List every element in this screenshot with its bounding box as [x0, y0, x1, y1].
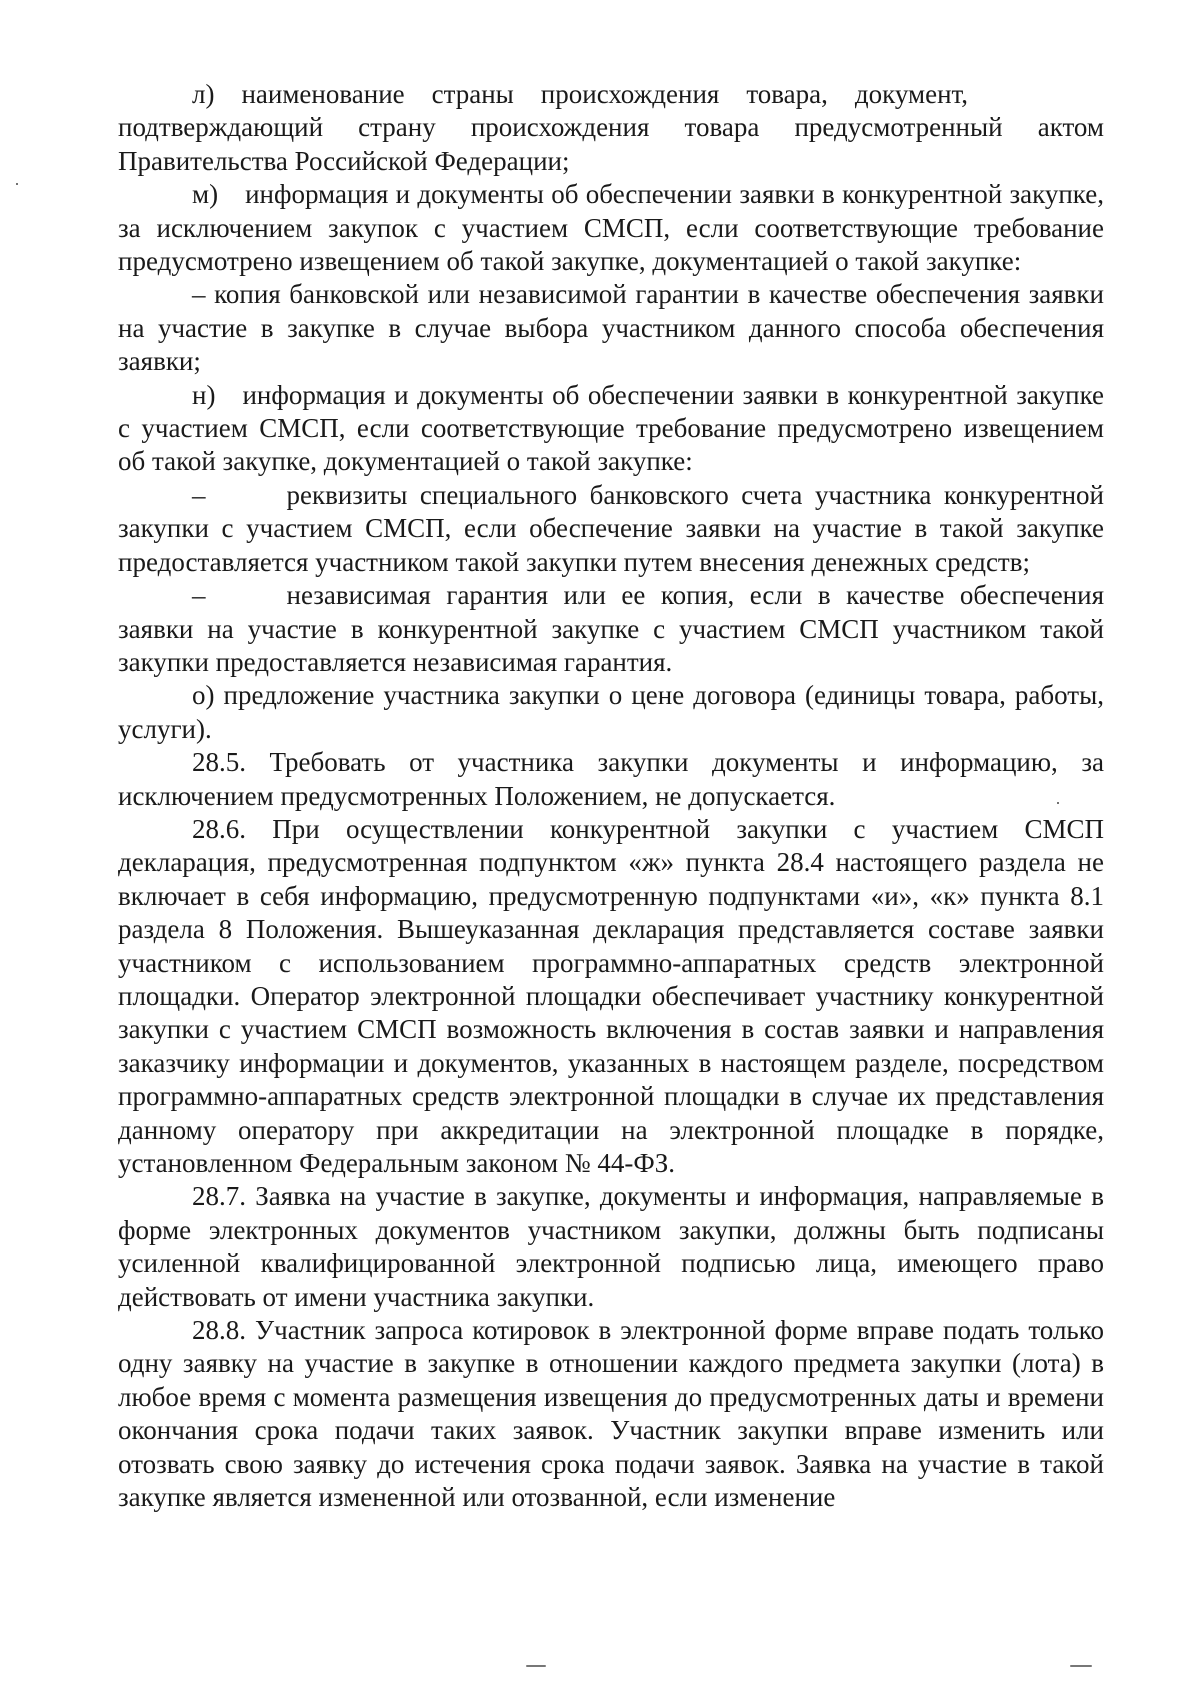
paragraph-n-dash-2: – независимая гарантия или ее копия, если в качестве обеспечения заявки на участие в конкурентной закупке с участием СМСП участником такой закупки предоставляется независимая гарантия.	[118, 580, 1104, 677]
paragraph-m: м) информация и документы об обеспечении заявки в конкурентной закупке, за исключением закупок с участием СМСП, если соответствующие требование предусмотрено извещением об такой закупке, документацией о такой закупке:	[118, 179, 1104, 277]
paragraph-n: н) информация и документы об обеспечении заявки в конкурентной закупке с участием СМСП, если соответствующие требование предусмотрено извещением об такой закупке, документацией о такой закупке:	[118, 379, 1104, 477]
paragraph-l: л) наименование страны происхождения товара, документ, подтверждающий страну происхождения товара предусмотренный актом Правительства Российской Федерации;	[118, 79, 1104, 176]
paragraph-28-7: 28.7. Заявка на участие в закупке, документы и информация, направляемые в форме электронных документов участником закупки, должны быть подписаны усиленной квалифицированной электронной подписью лица, имеющего право действовать от имени участника закупки.	[118, 1181, 1104, 1312]
paragraph-n-dash-1: – реквизиты специального банковского счета участника конкурентной закупки с участием СМСП, если обеспечение заявки на участие в такой закупке предоставляется участником такой закупки путем внесения денежных средств;	[118, 479, 1104, 577]
scan-speck	[16, 183, 18, 185]
paragraph-28-6: 28.6. При осуществлении конкурентной закупки с участием СМСП декларация, предусмотренная подпунктом «ж» пункта 28.4 настоящего раздела не включает в себя информацию, предусмотренную подпунктами «и», «к» пункта 8.1 раздела 8 Положения. Вышеуказанная декларация представляется составе заявки участником с использованием программно-аппаратных средств электронной площадки. Оператор электронной площадки обеспечивает участнику конкурентной закупки с участием СМСП возможность включения в состав заявки и направления заказчику информации и документов, указанных в настоящем разделе, посредством программно-аппаратных средств электронной площадки в случае их представления данному оператору при аккредитации на электронной площадке в порядке, установленном Федеральным законом № 44-ФЗ.	[118, 813, 1104, 1178]
paragraph-28-8: 28.8. Участник запроса котировок в электронной форме вправе подать только одну заявку на участие в закупке в отношении каждого предмета закупки (лота) в любое время с момента размещения извещения до предусмотренных даты и времени окончания срока подачи таких заявок. Участник закупки вправе изменить или отозвать свою заявку до истечения срока подачи заявок. Заявка на участие в такой закупке является измененной или отозванной, если изменение	[118, 1315, 1104, 1513]
paragraph-28-5: 28.5. Требовать от участника закупки документы и информацию, за исключением предусмотренных Положением, не допускается.	[118, 747, 1104, 811]
footer-scan-mark-left	[526, 1665, 546, 1667]
paragraph-m-dash-1: – копия банковской или независимой гарантии в качестве обеспечения заявки на участие в закупке в случае выбора участником данного способа обеспечения заявки;	[118, 279, 1104, 377]
document-body	[118, 78, 1104, 1514]
paragraph-o: о) предложение участника закупки о цене договора (единицы товара, работы, услуги).	[118, 680, 1104, 744]
footer-scan-mark-right	[1070, 1665, 1092, 1667]
